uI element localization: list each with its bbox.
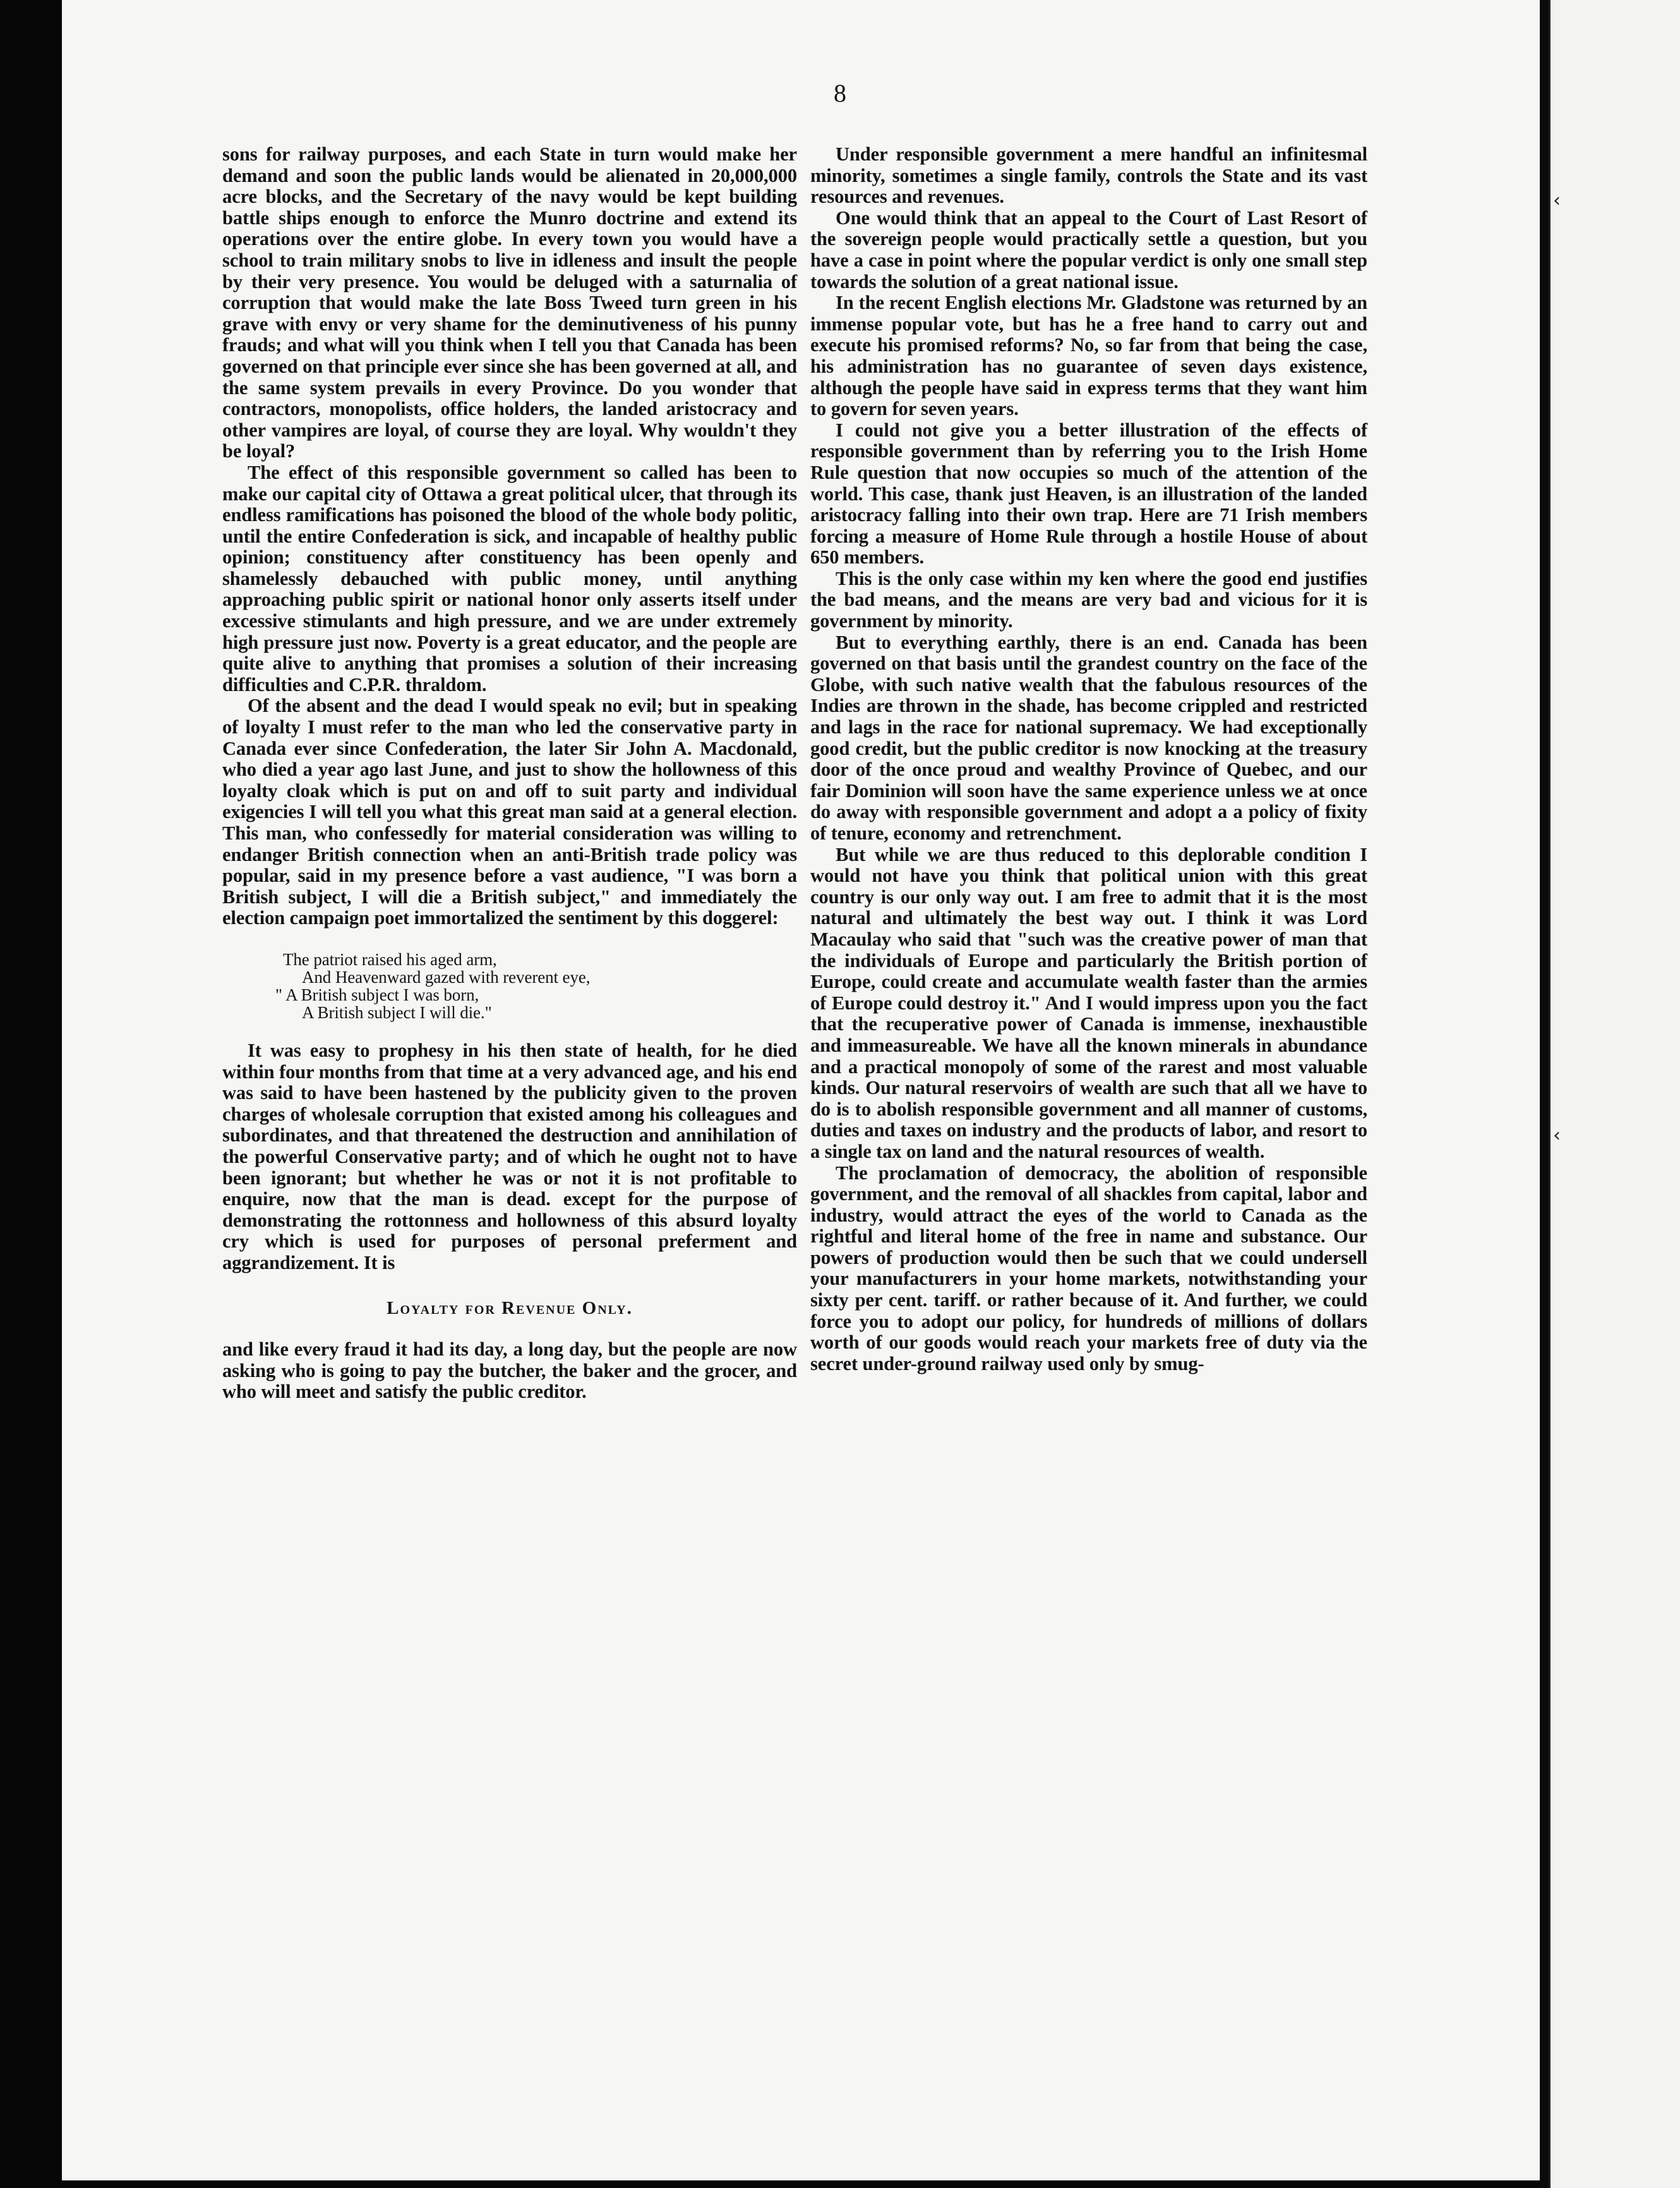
paragraph: In the recent English elections Mr. Gladstone was returned by an immense popular vote, but has he a free hand to carry out and execute his promised reforms? No, so far from that being the case, his administration has no guarantee of seven days existence, although the people have said in express terms that they want him to govern for seven years. [810,292,1367,420]
verse-line: And Heavenward gazed with reverent eye, [302,967,591,987]
right-column [810,144,1367,1374]
paragraph: I could not give you a better illustration of the effects of responsible government than by referring you to the Irish Home Rule question that now occupies so much of the attention of the world. This case, thank just Heaven, is an illustration of the landed aristocracy falling into their own trap. Here are 71 Irish members forcing a measure of Home Rule through a hostile House of about 650 members. [810,419,1367,568]
paragraph: The proclamation of democracy, the abolition of responsible government, and the removal of all shackles from capital, labor and industry, would attract the eyes of the world to Canada as the rightful and literal home of the free in name and substance. Our powers of production would then be such that we could undersell your manufacturers in your home markets, notwithstanding your sixty per cent. tariff. or rather because of it. And further, we could force you to adopt our policy, for hundreds of millions of dollars worth of our goods would reach your markets free of duty via the secret under-ground railway used only by smug- [810,1162,1367,1374]
paragraph: But while we are thus reduced to this deplorable condition I would not have you think that political union with this great country is our only way out. I am free to admit that it is the most natural and ultimately the best way out. I think it was Lord Macaulay who said that "such was the creative power of man that the individuals of Europe and particularly the British portion of Europe, could create and accumulate wealth faster than the armies of Europe could destroy it." And I would impress upon you the fact that the recuperative power of Canada is immense, inexhaustible and immeasureable. We have all the known minerals in abundance and a practical monopoly of some of the rarest and most valuable kinds. Our natural reservoirs of wealth are such that all we have to do is to abolish responsible government and all manner of customs, duties and taxes on industry and the products of labor, and resort to a single tax on land and the natural resources of wealth. [810,843,1367,1162]
paragraph: Of the absent and the dead I would speak no evil; but in speaking of loyalty I must refer to the man who led the conservative party in Canada ever since Confederation, the later Sir John A. Macdonald, who died a year ago last June, and just to show the hollowness of this loyalty cloak which is put on and off to suit party and individual exigencies I will tell you what this great man said at a general election. This man, who confessedly for material consideration was willing to endanger British connection when an anti-British trade policy was popular, said in my presence before a vast audience, "I was born a British subject, I will die a British subject," and immediately the election campaign poet immortalized the sentiment by this doggerel: [222,695,797,929]
paragraph: The effect of this responsible government so called has been to make our capital city of Ottawa a great political ulcer, that through its endless ramifications has poisoned the blood of the whole body politic, until the entire Confederation is sick, and incapable of healthy public opinion; constituency after constituency has been openly and shamelessly debauched with public money, until anything approaching public spirit or national honor only asserts itself under excessive stimulants and high pressure, and we are under extremely high pressure just now. Poverty is a great educator, and the people are quite alive to anything that promises a solution of their increasing difficulties and C.P.R. thraldom. [222,461,797,695]
verse-line: " A British subject I was born, [275,985,479,1004]
arrow-left-icon: ‹ [1553,189,1561,212]
adjacent-page-edge [1549,0,1680,2188]
paragraph: sons for railway purposes, and each State in turn would make her demand and soon the public lands would be alienated in 20,000,000 acre blocks, and the Secretary of the navy would be kept building battle ships enough to enforce the Munro doctrine and extend its operations over the entire globe. In every town you would have a school to train military snobs to live in idleness and insult the people by their very presence. You would be deluged with a saturnalia of corruption that would make the late Boss Tweed turn green in his grave with envy or very shame for the deminutiveness of his punny frauds; and what will you think when I tell you that Canada has been governed on that principle ever since she has been governed at all, and the same system prevails in every Province. Do you wonder that contractors, monopolists, office holders, the landed aristocracy and other vampires are loyal, of course they are loyal. Why wouldn't they be loyal? [222,143,797,462]
paragraph: But to everything earthly, there is an end. Canada has been governed on that basis until the grandest country on the face of the Globe, with such native wealth that the fabulous resources of the Indies are thrown in the shade, has become crippled and restricted and lags in the race for national supremacy. We had exceptionally good credit, but the public creditor is now knocking at the treasury door of the once proud and wealthy Province of Quebec, and our fair Dominion will soon have the same experience unless we at once do away with responsible government and adopt a a policy of fixity of tenure, economy and retrenchment. [810,631,1367,844]
verse-quote [222,951,797,1021]
verse-line: The patriot raised his aged arm, [283,949,497,969]
paragraph: It was easy to prophesy in his then state of health, for he died within four months from that time at a very advanced age, and his end was said to have been hastened by the publicity given to the proven charges of wholesale corruption that existed among his colleagues and subordinates, and that threatened the destruction and annihilation of the powerful Conservative party; and of which he ought not to have been ignorant; but whether he was or not it is not profitable to enquire, now that the man is dead. except for the purpose of demonstrating the rottonness and hollowness of this absurd loyalty cry which is used for purposes of personal preferment and aggrandizement. It is [222,1039,797,1273]
arrow-left-icon: ‹ [1553,1124,1561,1146]
paragraph: and like every fraud it had its day, a long day, but the people are now asking who is going to pay the butcher, the baker and the grocer, and who will meet and satisfy the public creditor. [222,1338,797,1403]
section-heading: Loyalty for Revenue Only. [387,1297,633,1318]
paragraph: Under responsible government a mere handful an infinitesmal minority, sometimes a single family, controls the State and its vast resources and revenues. [810,143,1367,208]
left-column [222,144,797,1403]
verse-line: A British subject I will die." [302,1002,492,1022]
page-number: 8 [834,79,846,107]
paragraph: This is the only case within my ken where the good end justifies the bad means, and the means are very bad and vicious for it is government by minority. [810,567,1367,632]
paragraph: One would think that an appeal to the Court of Last Resort of the sovereign people would practically settle a question, but you have a case in point where the popular verdict is only one small step towards the solution of a great national issue. [810,207,1367,292]
